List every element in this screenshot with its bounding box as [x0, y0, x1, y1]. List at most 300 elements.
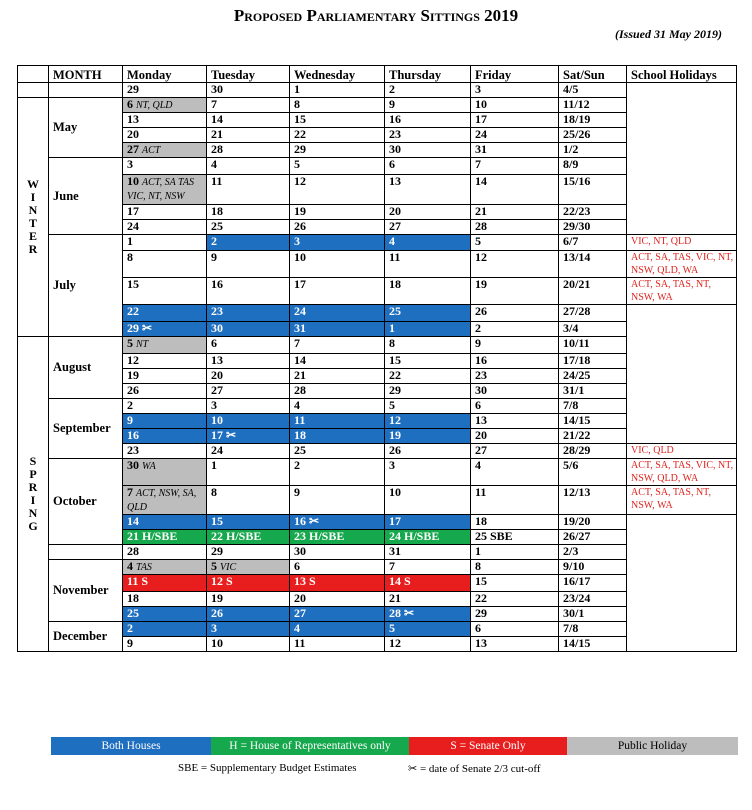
weekend-cell [559, 220, 627, 235]
day-cell [207, 175, 290, 205]
day-number: 30 [389, 142, 401, 156]
day-cell [471, 305, 559, 322]
school-holiday-states: ACT, SA, TAS, VIC, NT, NSW, QLD, WA [627, 459, 737, 486]
day-number: 31 [294, 321, 306, 335]
weekend-cell [559, 278, 627, 305]
day-cell [207, 337, 290, 354]
school-holiday-states: ACT, SA, TAS, NT, NSW, WA [627, 278, 737, 305]
weekend-cell [559, 251, 627, 278]
day-cell [207, 592, 290, 607]
day-number: 10 [294, 250, 306, 264]
header-month: MONTH [49, 66, 123, 83]
day-number: 2 [294, 458, 300, 472]
day-cell [123, 175, 207, 205]
day-number: 14 [475, 174, 487, 188]
day-cell [471, 113, 559, 128]
day-number: 4 [127, 559, 133, 573]
day-number: 7 [294, 336, 300, 350]
header-weekend: Sat/Sun [559, 66, 627, 83]
day-number: 28 [211, 142, 223, 156]
day-number: 4 [389, 234, 395, 248]
day-cell [207, 158, 290, 175]
day-cell [290, 175, 385, 205]
day-cell [123, 429, 207, 444]
day-number: 13 [389, 174, 401, 188]
day-number: 28 [127, 544, 139, 558]
weekend-cell [559, 305, 627, 322]
weekend-cell [559, 575, 627, 592]
day-cell [207, 429, 290, 444]
month-july: July [49, 235, 123, 337]
day-cell [385, 459, 471, 486]
weekend-cell [559, 530, 627, 545]
day-number: 20 [127, 127, 139, 141]
weekend-cell [559, 592, 627, 607]
day-cell [290, 128, 385, 143]
day-cell [385, 429, 471, 444]
header-monday: Monday [123, 66, 207, 83]
legend-house-only: H = House of Representatives only [211, 737, 409, 755]
day-number: 27 [294, 606, 306, 620]
day-cell [385, 575, 471, 592]
day-cell [385, 143, 471, 158]
week-row [18, 515, 737, 530]
weekend-cell [559, 414, 627, 429]
day-number: 21 [294, 368, 306, 382]
day-cell [207, 545, 290, 560]
day-cell [207, 637, 290, 652]
day-number: 22 [127, 304, 139, 318]
day-number: 20/21 [563, 277, 591, 291]
day-number: 13 S [294, 574, 316, 588]
day-cell [123, 205, 207, 220]
day-number: 22 H/SBE [211, 529, 262, 543]
day-number: 29 [127, 82, 139, 96]
day-number: 23 [475, 368, 487, 382]
day-cell [290, 278, 385, 305]
day-cell [385, 251, 471, 278]
day-number: 23 [127, 443, 139, 457]
day-cell [123, 530, 207, 545]
weekend-cell [559, 429, 627, 444]
day-number: 21 [475, 204, 487, 218]
day-number: 12 [294, 174, 306, 188]
day-number: 14 S [389, 574, 411, 588]
weekend-cell [559, 486, 627, 515]
month-december: December [49, 622, 123, 652]
day-cell [290, 622, 385, 637]
day-cell [207, 444, 290, 459]
day-cell [471, 637, 559, 652]
day-number: 30 [211, 82, 223, 96]
day-number: 27 [389, 219, 401, 233]
day-number: 9 [389, 97, 395, 111]
day-number: 1 [389, 321, 395, 335]
day-number: 2 [127, 621, 133, 635]
page-title: Proposed Parliamentary Sittings 2019 [233, 6, 519, 25]
weekend-cell [559, 560, 627, 575]
day-cell [471, 459, 559, 486]
day-cell [123, 459, 207, 486]
footnote-sbe: SBE = Supplementary Budget Estimates [178, 762, 357, 774]
day-cell [207, 486, 290, 515]
day-number: 29 [389, 383, 401, 397]
day-cell [471, 622, 559, 637]
day-number: 11 [211, 174, 223, 188]
day-number: 15 [475, 574, 487, 588]
day-number: 5 [389, 621, 395, 635]
day-number: 3 [127, 157, 133, 171]
day-number: 13 [475, 413, 487, 427]
day-number: 19 [294, 204, 306, 218]
day-number: 29 [475, 606, 487, 620]
day-cell [385, 158, 471, 175]
weekend-cell [559, 205, 627, 220]
day-cell [207, 113, 290, 128]
day-number: 19 [389, 428, 401, 442]
day-number: 10 [211, 636, 223, 650]
day-number: 12 [127, 353, 139, 367]
day-cell [123, 98, 207, 113]
public-holiday-states: ACT, NSW, SA, QLD [127, 488, 197, 513]
day-number: 11/12 [563, 97, 590, 111]
day-number: 4 [211, 157, 217, 171]
day-number: 18/19 [563, 112, 591, 126]
day-number: 26 [389, 443, 401, 457]
day-cell [207, 607, 290, 622]
day-cell [471, 322, 559, 337]
month-may: May [49, 98, 123, 158]
day-cell [207, 278, 290, 305]
day-cell [207, 575, 290, 592]
season-header [18, 66, 49, 83]
weekend-cell [559, 354, 627, 369]
day-number: 10 [127, 174, 139, 188]
day-number: 20 [389, 204, 401, 218]
day-cell [290, 235, 385, 251]
day-number: 25 [389, 304, 401, 318]
day-cell [385, 337, 471, 354]
legend-public-holiday: Public Holiday [567, 737, 738, 755]
day-number: 8 [475, 559, 481, 573]
day-number: 13 [211, 353, 223, 367]
day-number: 25 [294, 443, 306, 457]
calendar-body [18, 83, 737, 652]
day-number: 22 [389, 368, 401, 382]
day-cell [385, 560, 471, 575]
day-number: 9 [211, 250, 217, 264]
day-cell [123, 128, 207, 143]
day-number: 1 [127, 234, 133, 248]
day-number: 29 [294, 142, 306, 156]
day-cell [207, 414, 290, 429]
day-number: 23/24 [563, 591, 591, 605]
weekend-cell [559, 515, 627, 530]
day-number: 21 [211, 127, 223, 141]
day-cell [123, 414, 207, 429]
day-number: 16 [211, 277, 223, 291]
week-row [18, 444, 737, 459]
day-number: 17 [294, 277, 306, 291]
day-number: 5 [389, 398, 395, 412]
weekend-cell [559, 98, 627, 113]
day-cell [290, 113, 385, 128]
day-cell [123, 369, 207, 384]
day-number: 31 [475, 142, 487, 156]
day-number: 12 [475, 250, 487, 264]
school-holiday-empty [627, 83, 737, 235]
day-cell [123, 278, 207, 305]
day-cell [290, 399, 385, 414]
day-cell [207, 128, 290, 143]
day-cell [123, 592, 207, 607]
day-number: 31 [389, 544, 401, 558]
day-number: 19 [475, 277, 487, 291]
day-number: 30 [127, 458, 139, 472]
day-number: 3 [475, 82, 481, 96]
day-cell [290, 414, 385, 429]
day-cell [123, 158, 207, 175]
day-number: 25/26 [563, 127, 591, 141]
day-cell [290, 322, 385, 337]
day-number: 16 ✂ [294, 514, 320, 528]
day-cell [207, 205, 290, 220]
day-cell [123, 575, 207, 592]
day-cell [123, 322, 207, 337]
day-cell [123, 560, 207, 575]
day-number: 20 [211, 368, 223, 382]
day-number: 15 [294, 112, 306, 126]
day-cell [471, 399, 559, 414]
day-number: 8 [294, 97, 300, 111]
public-holiday-states: NT, QLD [136, 100, 173, 111]
day-cell [471, 128, 559, 143]
weekend-cell [559, 83, 627, 98]
day-number: 8 [211, 485, 217, 499]
footnote-cutoff: ✂ = date of Senate 2/3 cut-off [408, 763, 541, 775]
day-cell [290, 486, 385, 515]
day-cell [385, 486, 471, 515]
day-cell [471, 575, 559, 592]
day-number: 26 [127, 383, 139, 397]
day-number: 21/22 [563, 428, 591, 442]
day-number: 29/30 [563, 219, 591, 233]
day-number: 17 [389, 514, 401, 528]
day-number: 11 [294, 413, 306, 427]
public-holiday-states: VIC [220, 562, 237, 573]
day-cell [385, 414, 471, 429]
day-number: 18 [211, 204, 223, 218]
day-number: 7 [389, 559, 395, 573]
day-cell [385, 545, 471, 560]
day-number: 12/13 [563, 485, 591, 499]
season-cell-empty [18, 83, 49, 98]
day-cell [385, 175, 471, 205]
day-number: 28 [294, 383, 306, 397]
day-cell [471, 98, 559, 113]
day-cell [290, 607, 385, 622]
day-number: 19 [211, 591, 223, 605]
day-number: 5/6 [563, 458, 579, 472]
day-number: 12 [389, 636, 401, 650]
day-cell [385, 113, 471, 128]
sittings-calendar [17, 65, 737, 652]
week-row [18, 305, 737, 322]
weekend-cell [559, 545, 627, 560]
day-cell [207, 384, 290, 399]
day-number: 23 [211, 304, 223, 318]
day-cell [123, 354, 207, 369]
day-number: 19/20 [563, 514, 591, 528]
day-cell [290, 545, 385, 560]
day-cell [123, 220, 207, 235]
day-number: 2 [127, 398, 133, 412]
day-number: 9 [127, 636, 133, 650]
school-holiday-states: ACT, SA, TAS, VIC, NT, NSW, QLD, WA [627, 251, 737, 278]
day-number: 6/7 [563, 234, 579, 248]
day-cell [471, 158, 559, 175]
month-cell-empty [49, 545, 123, 560]
weekend-cell [559, 399, 627, 414]
day-cell [207, 399, 290, 414]
day-cell [290, 337, 385, 354]
day-number: 22/23 [563, 204, 591, 218]
day-number: 23 H/SBE [294, 529, 345, 543]
day-cell [471, 592, 559, 607]
day-number: 4 [294, 398, 300, 412]
day-number: 24 H/SBE [389, 529, 440, 543]
day-number: 9 [475, 336, 481, 350]
school-holiday-states: VIC, NT, QLD [627, 235, 737, 251]
day-cell [290, 220, 385, 235]
day-number: 18 [389, 277, 401, 291]
day-cell [123, 251, 207, 278]
day-cell [207, 530, 290, 545]
day-number: 27 [211, 383, 223, 397]
day-number: 5 [294, 157, 300, 171]
day-cell [207, 322, 290, 337]
day-cell [385, 83, 471, 98]
day-number: 13 [127, 112, 139, 126]
day-cell [123, 305, 207, 322]
day-number: 26 [475, 304, 487, 318]
day-cell [123, 113, 207, 128]
day-number: 29 [211, 544, 223, 558]
day-cell [207, 354, 290, 369]
header-friday: Friday [471, 66, 559, 83]
day-number: 11 [475, 485, 487, 499]
day-number: 27/28 [563, 304, 591, 318]
day-cell [290, 459, 385, 486]
day-number: 1 [294, 82, 300, 96]
day-cell [123, 637, 207, 652]
week-row [18, 83, 737, 98]
day-cell [471, 220, 559, 235]
day-cell [471, 143, 559, 158]
day-number: 3 [389, 458, 395, 472]
day-number: 12 S [211, 574, 233, 588]
legend [51, 737, 738, 755]
day-cell [385, 592, 471, 607]
day-number: 16/17 [563, 574, 591, 588]
weekend-cell [559, 235, 627, 251]
day-cell [385, 278, 471, 305]
weekend-cell [559, 337, 627, 354]
day-number: 22 [294, 127, 306, 141]
day-number: 17 ✂ [211, 428, 237, 442]
day-cell [471, 278, 559, 305]
day-number: 11 S [127, 574, 149, 588]
month-cell-empty [49, 83, 123, 98]
day-cell [290, 592, 385, 607]
day-cell [207, 369, 290, 384]
day-cell [207, 143, 290, 158]
day-number: 7/8 [563, 398, 579, 412]
day-cell [290, 158, 385, 175]
day-number: 15/16 [563, 174, 591, 188]
day-cell [290, 515, 385, 530]
day-cell [123, 337, 207, 354]
day-cell [207, 98, 290, 113]
day-cell [207, 560, 290, 575]
day-number: 4 [294, 621, 300, 635]
day-cell [290, 530, 385, 545]
day-number: 17 [127, 204, 139, 218]
week-row [18, 486, 737, 515]
day-number: 20 [475, 428, 487, 442]
day-cell [123, 83, 207, 98]
day-cell [471, 235, 559, 251]
day-cell [471, 429, 559, 444]
day-number: 27 [127, 142, 139, 156]
day-number: 24 [211, 443, 223, 457]
day-number: 16 [475, 353, 487, 367]
day-cell [207, 83, 290, 98]
public-holiday-states: NT [136, 339, 149, 350]
day-number: 30 [294, 544, 306, 558]
day-number: 10 [475, 97, 487, 111]
day-number: 8 [389, 336, 395, 350]
day-number: 26 [211, 606, 223, 620]
day-cell [290, 369, 385, 384]
day-number: 28 [475, 219, 487, 233]
day-number: 14/15 [563, 413, 591, 427]
day-number: 8 [127, 250, 133, 264]
day-cell [471, 530, 559, 545]
day-cell [385, 205, 471, 220]
week-row [18, 278, 737, 305]
weekend-cell [559, 322, 627, 337]
weekend-cell [559, 175, 627, 205]
weekend-cell [559, 444, 627, 459]
day-number: 11 [389, 250, 401, 264]
day-number: 3 [211, 621, 217, 635]
day-cell [385, 515, 471, 530]
day-number: 29 ✂ [127, 321, 153, 335]
day-cell [207, 235, 290, 251]
legend-senate-only: S = Senate Only [409, 737, 567, 755]
day-number: 14/15 [563, 636, 591, 650]
weekend-cell [559, 113, 627, 128]
day-cell [207, 305, 290, 322]
day-number: 15 [127, 277, 139, 291]
day-number: 24/25 [563, 368, 591, 382]
day-number: 17/18 [563, 353, 591, 367]
day-cell [471, 515, 559, 530]
day-cell [471, 560, 559, 575]
day-number: 7 [127, 485, 133, 499]
day-number: 3/4 [563, 321, 579, 335]
